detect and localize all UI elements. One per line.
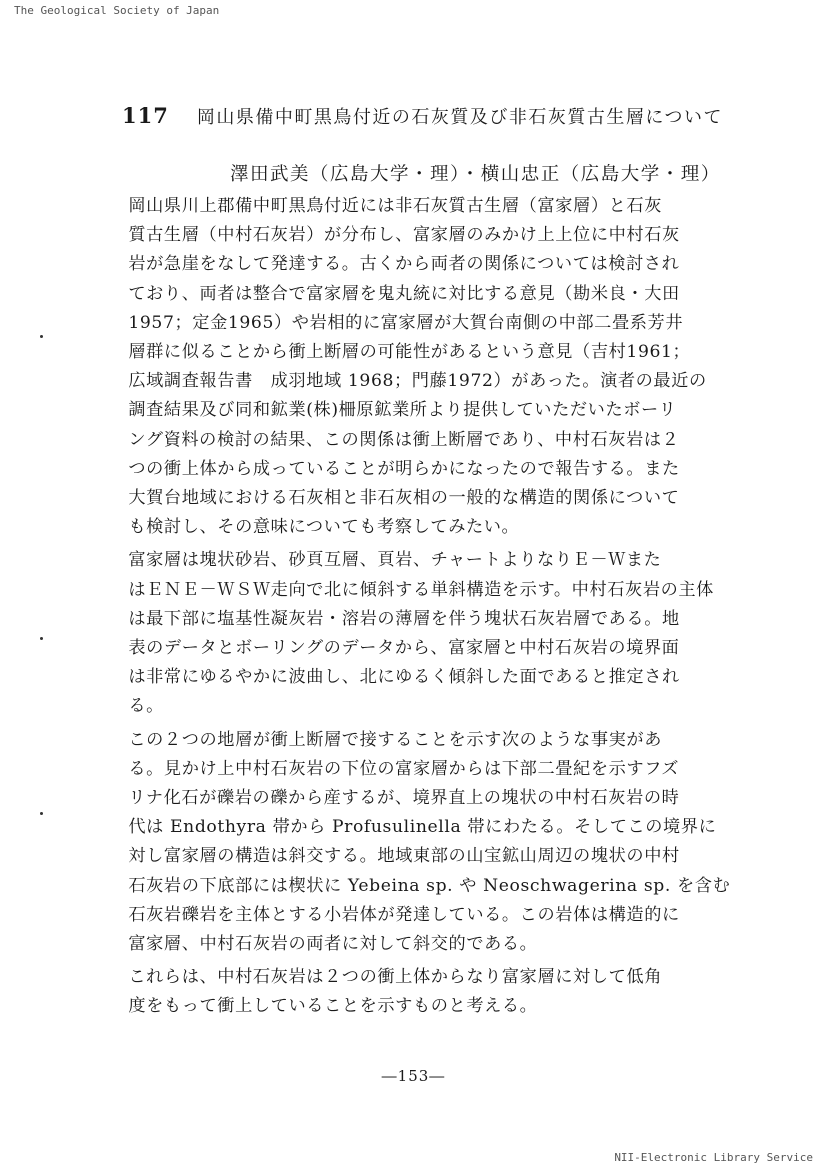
text-line: 富家層、中村石灰岩の両者に対して斜交的である。 bbox=[128, 934, 538, 955]
text-line: 石灰岩の下底部には楔状に Yebeina sp. や Neoschwagerina sp. を含む bbox=[128, 875, 731, 896]
abstract-body bbox=[106, 192, 746, 1022]
abstract-title-row bbox=[122, 103, 762, 129]
library-service-footer: NII-Electronic Library Service bbox=[614, 1151, 813, 1164]
text-line: 岡山県川上郡備中町黒鳥付近には非石灰質古生層（富家層）と石灰 bbox=[128, 196, 662, 216]
text-line: 広域調査報告書 成羽地域 1968；門藤1972）があった。演者の最近の bbox=[128, 371, 707, 392]
text-line: これらは、中村石灰岩は２つの衝上体からなり富家層に対して低角 bbox=[128, 967, 662, 988]
text-line: はＥＮＥ－ＷＳＷ走向で北に傾斜する単斜構造を示す。中村石灰岩の主体 bbox=[128, 579, 714, 600]
text-line: 石灰岩礫岩を主体とする小岩体が発達している。この岩体は構造的に bbox=[128, 904, 680, 925]
paragraph-1 bbox=[106, 192, 746, 542]
text-line: 大賀台地域における石灰相と非石灰相の一般的な構造的関係について bbox=[128, 488, 680, 509]
text-line: 質古生層（中村石灰岩）が分布し、富家層のみかけ上上位に中村石灰 bbox=[128, 225, 680, 246]
scan-speck bbox=[40, 335, 43, 338]
text-line: ング資料の検討の結果、この関係は衝上断層であり、中村石灰岩は２ bbox=[128, 429, 680, 450]
text-line: は最下部に塩基性凝灰岩・溶岩の薄層を伴う塊状石灰岩層である。地 bbox=[128, 608, 680, 629]
abstract-title: 岡山県備中町黒鳥付近の石灰質及び非石灰質古生層について bbox=[196, 107, 723, 128]
text-line: 富家層は塊状砂岩、砂頁互層、頁岩、チャートよりなりＥ－Ｗまた bbox=[128, 550, 662, 571]
text-line: 1957；定金1965）や岩相的に富家層が大賀台南側の中部二畳系芳井 bbox=[128, 312, 684, 333]
society-header: The Geological Society of Japan bbox=[14, 4, 220, 17]
text-line: ており、両者は整合で富家層を鬼丸統に対比する意見（勘米良・大田 bbox=[128, 283, 680, 304]
text-line: 層群に似ることから衝上断層の可能性があるという意見（吉村1961； bbox=[128, 342, 691, 363]
text-line: 調査結果及び同和鉱業(株)柵原鉱業所より提供していただいたボーリ bbox=[128, 400, 677, 421]
paragraph-2 bbox=[106, 546, 746, 721]
text-line: 対し富家層の構造は斜交する。地域東部の山宝鉱山周辺の塊状の中村 bbox=[128, 846, 680, 867]
text-line: この２つの地層が衝上断層で接することを示す次のような事実があ bbox=[128, 729, 662, 750]
text-line: は非常にゆるやかに波曲し、北にゆるく傾斜した面であると推定され bbox=[128, 667, 680, 688]
text-line: る。 bbox=[128, 696, 164, 717]
author-line: 澤田武美（広島大学・理）・横山忠正（広島大学・理） bbox=[230, 164, 721, 185]
text-line: 表のデータとボーリングのデータから、富家層と中村石灰岩の境界面 bbox=[128, 638, 680, 659]
text-line: 度をもって衝上していることを示すものと考える。 bbox=[128, 996, 538, 1017]
text-line: リナ化石が礫岩の礫から産するが、境界直上の塊状の中村石灰岩の時 bbox=[128, 788, 680, 809]
text-line: 代は Endothyra 帯から Profusulinella 帯にわたる。そしてこの境界に bbox=[128, 817, 717, 838]
scan-speck bbox=[40, 812, 43, 815]
abstract-number: 117 bbox=[122, 103, 169, 128]
page-number: ―153― bbox=[381, 1067, 446, 1085]
text-line: る。見かけ上中村石灰岩の下位の富家層からは下部二畳紀を示すフズ bbox=[128, 758, 680, 779]
paragraph-3 bbox=[106, 726, 746, 960]
scan-speck bbox=[40, 637, 43, 640]
paragraph-4 bbox=[106, 963, 746, 1021]
text-line: 岩が急崖をなして発達する。古くから両者の関係については検討され bbox=[128, 254, 680, 275]
text-line: つの衝上体から成っていることが明らかになったので報告する。また bbox=[128, 458, 680, 479]
text-line: も検討し、その意味についても考察してみたい。 bbox=[128, 517, 520, 538]
